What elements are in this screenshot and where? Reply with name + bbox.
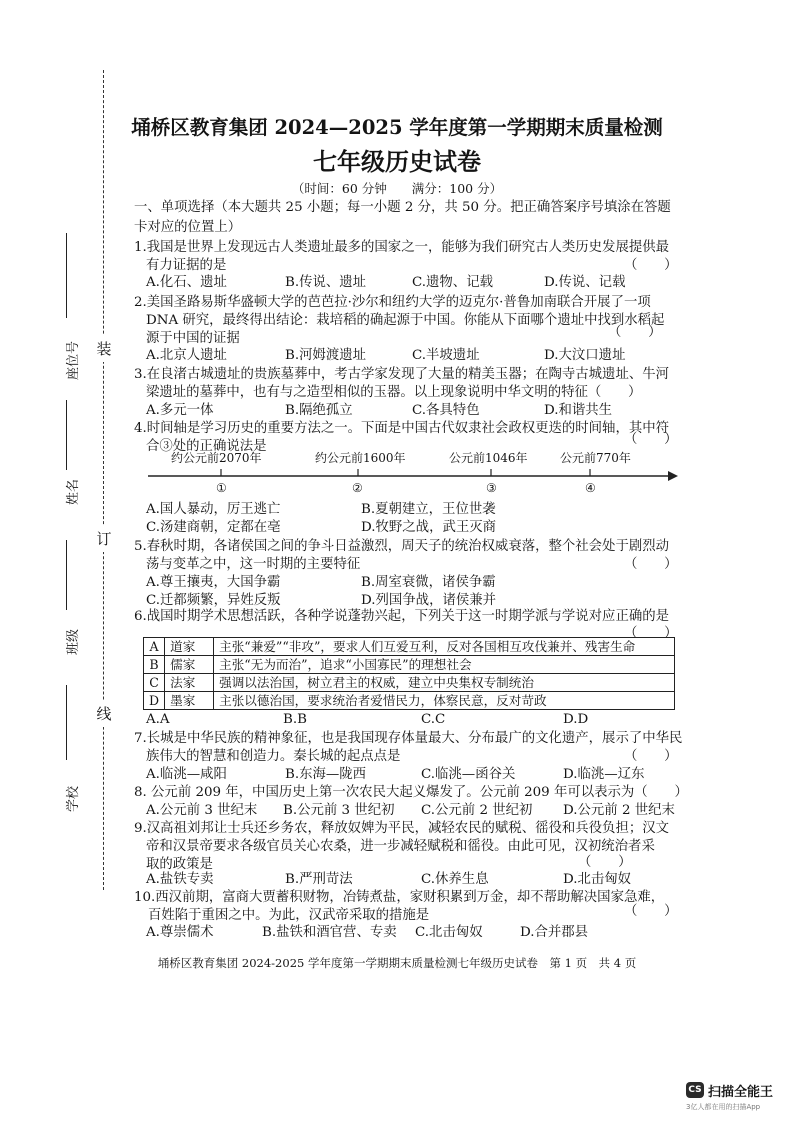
question-text: 8. 公元前 209 年，中国历史上第一次农民大起义爆发了。公元前 209 年可以表示为（ ） — [134, 785, 688, 800]
question-text: 有力证据的是 — [146, 258, 227, 273]
table-row — [144, 638, 675, 656]
binding-mark-xian: 线 — [95, 700, 113, 727]
option[interactable]: D.牧野之战，武王灭商 — [361, 520, 497, 535]
option[interactable]: B.B — [283, 712, 307, 727]
timeline-date: 公元前1046年 — [449, 451, 528, 465]
table-cell-key: A — [144, 638, 165, 656]
question-text: 9.汉高祖刘邦让士兵还乡务农，释放奴婢为平民，减轻农民的赋税、徭役和兵役负担；汉文 — [134, 821, 670, 836]
seat-number-line[interactable] — [66, 233, 67, 318]
option[interactable]: B.东海—陇西 — [285, 767, 367, 782]
table-cell-claim: 主张“无为而治”，追求“小国寡民”的理想社会 — [214, 656, 675, 674]
exam-title: 埇桥区教育集团 2024—2025 学年度第一学期期末质量检测 — [131, 116, 663, 139]
option[interactable]: C.北击匈奴 — [415, 925, 483, 940]
answer-blank[interactable]: （ ） — [578, 855, 632, 870]
scanner-tagline: 3亿人都在用的扫描App — [686, 1103, 761, 1111]
option[interactable]: B.盐铁和酒官营、专卖 — [262, 925, 397, 940]
timeline-date: 约公元前1600年 — [315, 451, 406, 465]
option[interactable]: C.公元前 2 世纪初 — [421, 803, 533, 818]
table-cell-claim: 强调以法治国，树立君主的权威，建立中央集权专制统治 — [214, 674, 675, 692]
option[interactable]: D.合并郡县 — [520, 925, 589, 940]
timeline-marker: ① — [216, 481, 227, 495]
answer-blank[interactable]: （ ） — [624, 258, 678, 273]
option[interactable]: A.化石、遗址 — [146, 275, 227, 290]
timeline-arrow-icon — [668, 471, 678, 481]
seat-number-label: 座位号 — [66, 340, 81, 380]
option[interactable]: A.A — [146, 712, 170, 727]
question-text: 源于中国的证据 — [146, 331, 240, 346]
table-cell-school: 墨家 — [165, 692, 214, 710]
timeline-marker: ② — [352, 481, 363, 495]
option[interactable]: A.北京人遗址 — [146, 348, 227, 363]
question-text: 10.西汉前期，富商大贾蓄积财物，冶铸煮盐，家财积累到万金，却不帮助解决国家急难， — [134, 890, 665, 905]
name-line[interactable] — [66, 400, 67, 470]
option[interactable]: B.传说、遗址 — [285, 275, 367, 290]
table-cell-school: 法家 — [165, 674, 214, 692]
table-cell-key: C — [144, 674, 165, 692]
schools-table — [143, 637, 675, 710]
answer-blank[interactable]: （ ） — [624, 557, 678, 572]
question-text: 梁遗址的墓葬中，也有与之造型相似的玉器。以上现象说明中华文明的特征（ ） — [146, 385, 642, 400]
question-text: 百姓陷于重困之中。为此，汉武帝采取的措施是 — [148, 908, 430, 923]
question-text: 5.春秋时期，各诸侯国之间的争斗日益激烈，周天子的统治权威衰落，整个社会处于剧烈动 — [134, 539, 670, 554]
timeline-date: 约公元前2070年 — [171, 451, 262, 465]
option[interactable]: A.公元前 3 世纪末 — [146, 803, 258, 818]
exam-subtitle: 七年级历史试卷 — [313, 147, 481, 176]
class-line[interactable] — [66, 540, 67, 610]
option[interactable]: C.迁都频繁，异姓反叛 — [146, 593, 281, 608]
option[interactable]: D.D — [563, 712, 589, 727]
school-label: 学校 — [66, 785, 81, 812]
school-line[interactable] — [66, 685, 67, 760]
question-text: 帝和汉景帝要求各级官员关心农桑，进一步减轻赋税和徭役。由此可见，汉初统治者采 — [146, 839, 655, 854]
table-cell-school: 儒家 — [165, 656, 214, 674]
answer-blank[interactable]: （ ） — [624, 626, 678, 641]
option[interactable]: A.国人暴动，厉王逃亡 — [146, 502, 281, 517]
option[interactable]: D.临洮—辽东 — [563, 767, 645, 782]
class-label: 班级 — [66, 628, 81, 655]
option[interactable]: C.半坡遗址 — [412, 348, 480, 363]
scanner-brand: 扫描全能王 — [708, 1085, 774, 1100]
option[interactable]: B.严刑苛法 — [285, 872, 353, 887]
question-text: 2.美国圣路易斯华盛顿大学的芭芭拉·沙尔和纽约大学的迈克尔·普鲁加南联合开展了一项 — [134, 295, 651, 310]
binding-mark-ding: 订 — [95, 525, 113, 552]
question-text: 荡与变革之中，这一时期的主要特征 — [146, 557, 361, 572]
timeline-marker: ③ — [486, 481, 497, 495]
question-text: DNA 研究，最终得出结论：栽培稻的确起源于中国。你能从下面哪个遗址中找到水稻起 — [146, 313, 665, 328]
question-text: 3.在良渚古城遗址的贵族墓葬中，考古学家发现了大量的精美玉器；在陶寺古城遗址、牛河 — [134, 367, 670, 382]
option[interactable]: A.尊崇儒术 — [146, 925, 214, 940]
answer-blank[interactable]: （ ） — [624, 904, 678, 919]
question-text: 1.我国是世界上发现远古人类遗址最多的国家之一，能够为我们研究古人类历史发展提供最 — [134, 240, 670, 255]
option[interactable]: B.公元前 3 世纪初 — [283, 803, 395, 818]
question-text: 合③处的正确说法是 — [146, 439, 267, 454]
option[interactable]: C.临洮—函谷关 — [421, 767, 516, 782]
timeline-marker: ④ — [585, 481, 596, 495]
option[interactable]: D.传说、记载 — [544, 275, 626, 290]
table-cell-claim: 主张“兼爱”“非攻”，要求人们互爱互利，反对各国相互攻伐兼并、残害生命 — [214, 638, 675, 656]
option[interactable]: B.隔绝孤立 — [285, 403, 353, 418]
table-cell-key: D — [144, 692, 165, 710]
option[interactable]: A.多元一体 — [146, 403, 214, 418]
option[interactable]: D.公元前 2 世纪末 — [563, 803, 675, 818]
table-cell-key: B — [144, 656, 165, 674]
option[interactable]: D.和谐共生 — [544, 403, 613, 418]
option[interactable]: B.河姆渡遗址 — [285, 348, 367, 363]
option[interactable]: B.周室衰微，诸侯争霸 — [361, 575, 496, 590]
question-text: 7.长城是中华民族的精神象征，也是我国现存体量最大、分布最广的文化遗产，展示了中华民 — [134, 731, 683, 746]
page-footer: 埇桥区教育集团 2024-2025 学年度第一学期期末质量检测七年级历史试卷 第 1 页 共 4 页 — [157, 956, 637, 970]
exam-info: （时间：60 分钟 满分：100 分） — [291, 181, 503, 196]
section-heading: 一、单项选择（本大题共 25 小题；每一小题 2 分，共 50 分。把正确答案序号填涂在答题 — [134, 200, 671, 215]
question-text: 4.时间轴是学习历史的重要方法之一。下面是中国古代奴隶社会政权更迭的时间轴，其中符 — [134, 421, 670, 436]
option[interactable]: A.尊王攘夷，大国争霸 — [146, 575, 281, 590]
table-row — [144, 656, 675, 674]
table-cell-school: 道家 — [165, 638, 214, 656]
question-text: 6.战国时期学术思想活跃，各种学说蓬勃兴起，下列关于这一时期学派与学说对应正确的是 — [134, 609, 670, 624]
table-row — [144, 692, 675, 710]
option[interactable]: C.遗物、记载 — [412, 275, 493, 290]
section-heading-cont: 卡对应的位置上） — [134, 220, 242, 235]
option[interactable]: D.北击匈奴 — [563, 872, 632, 887]
answer-blank[interactable]: （ ） — [624, 432, 678, 447]
option[interactable]: A.盐铁专卖 — [146, 872, 214, 887]
binding-mark-zhuang: 装 — [95, 335, 113, 362]
table-cell-claim: 主张以德治国，要求统治者爱惜民力，体察民意，反对苛政 — [214, 692, 675, 710]
option[interactable]: B.夏朝建立，王位世袭 — [361, 502, 496, 517]
option[interactable]: C.汤建商朝，定都在亳 — [146, 520, 281, 535]
answer-blank[interactable]: （ ） — [624, 749, 678, 764]
option[interactable]: C.各具特色 — [412, 403, 480, 418]
option[interactable]: D.大汶口遗址 — [544, 348, 626, 363]
option[interactable]: D.列国争战，诸侯兼并 — [361, 593, 497, 608]
option[interactable]: C.C — [421, 712, 446, 727]
option[interactable]: A.临洮—咸阳 — [146, 767, 227, 782]
answer-blank[interactable]: （ ） — [608, 325, 662, 340]
scanner-logo-icon: CS — [686, 1082, 704, 1098]
table-row — [144, 674, 675, 692]
name-label: 姓名 — [66, 478, 81, 505]
option[interactable]: C.休养生息 — [421, 872, 489, 887]
question-text: 取的政策是 — [146, 857, 213, 872]
question-text: 族伟大的智慧和创造力。秦长城的起点点是 — [146, 749, 401, 764]
timeline-date: 公元前770年 — [560, 451, 631, 465]
